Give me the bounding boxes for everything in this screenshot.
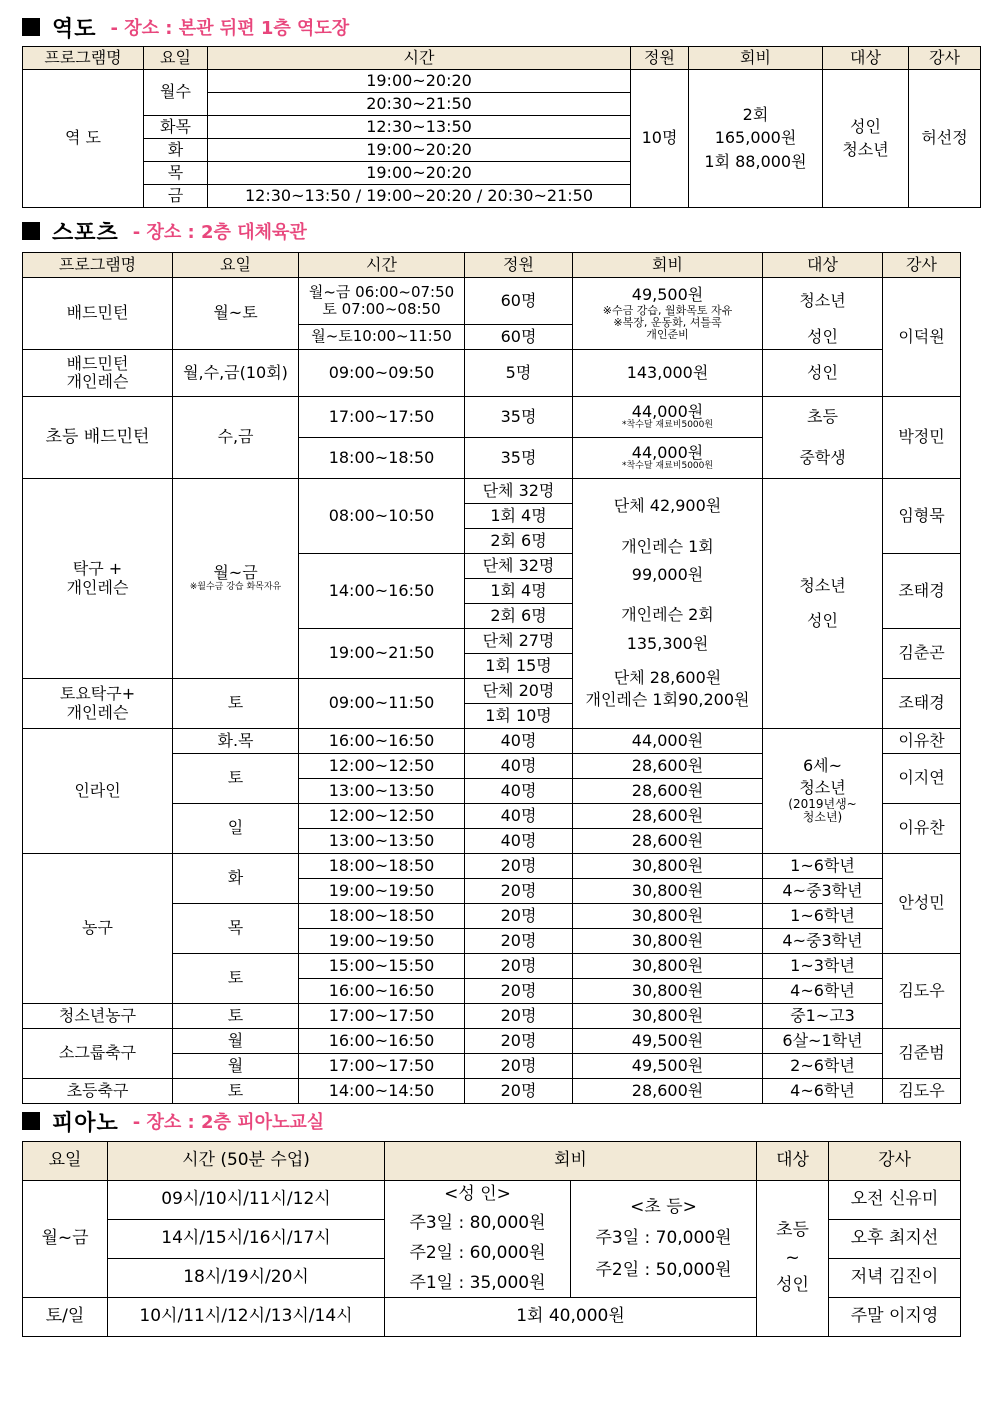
- fee-cell: 49,500원: [573, 1029, 763, 1054]
- table-row: [23, 70, 981, 93]
- target-cell: 6살~1학년: [763, 1029, 883, 1054]
- program-cell: [23, 350, 173, 397]
- header-day: 요일: [173, 253, 299, 278]
- table-row: [23, 1029, 961, 1054]
- fee-group-title: <초 등>: [630, 1196, 697, 1217]
- target-cell: 4~중3학년: [763, 929, 883, 954]
- time-cell: 12:30~13:50 / 19:00~20:20 / 20:30~21:50: [208, 185, 631, 208]
- fee-cell: 30,800원: [573, 854, 763, 879]
- instructor-cell: 오전 신유미: [829, 1181, 961, 1220]
- day-cell: 목: [144, 162, 208, 185]
- header-program: 프로그램명: [23, 47, 144, 70]
- target-line: 청소년: [842, 140, 889, 159]
- capacity-cell: 1회 15명: [465, 654, 573, 679]
- target-cell: [763, 479, 883, 729]
- fee-cell: 28,600원: [573, 1079, 763, 1104]
- day-cell: 목: [173, 904, 299, 954]
- instructor-cell: 허선정: [909, 70, 981, 208]
- fee-group-title: <성 인>: [444, 1183, 511, 1204]
- day-cell: 수,금: [173, 397, 299, 479]
- day-cell: 월수: [144, 70, 208, 116]
- capacity-cell: 20명: [465, 879, 573, 904]
- time-cell: 14:00~14:50: [299, 1079, 465, 1104]
- fee-line: 165,000원: [714, 128, 797, 148]
- header-fee: 회비: [573, 253, 763, 278]
- time-line: 월~금 06:00~07:50: [308, 282, 455, 301]
- instructor-cell: 이유찬: [883, 729, 961, 754]
- fee-line: 2회: [742, 104, 769, 124]
- time-cell: 19:00~19:50: [299, 879, 465, 904]
- day-cell: 토: [173, 954, 299, 1004]
- capacity-cell: 단체 32명: [465, 479, 573, 504]
- day-cell: 월~토: [173, 278, 299, 350]
- time-cell: 12:30~13:50: [208, 116, 631, 139]
- capacity-cell: 60명: [465, 278, 573, 325]
- fee-line: 주3일 : 80,000원: [409, 1213, 546, 1234]
- day-cell: 토: [173, 679, 299, 729]
- capacity-cell: 2회 6명: [465, 604, 573, 629]
- square-bullet-icon: [22, 222, 40, 240]
- header-target: 대상: [823, 47, 909, 70]
- capacity-cell: 40명: [465, 754, 573, 779]
- fee-amount: 44,000원: [631, 442, 704, 462]
- capacity-cell: 40명: [465, 779, 573, 804]
- capacity-cell: 1회 10명: [465, 704, 573, 729]
- section-title-text: 역도: [52, 16, 97, 42]
- fee-line: 주1일 : 35,000원: [409, 1272, 546, 1293]
- program-cell: 역 도: [23, 70, 144, 208]
- fee-note: *착수달 재료비5000원: [621, 420, 714, 431]
- fee-cell: [573, 438, 763, 479]
- section-sports-title: [22, 214, 307, 248]
- table-row: [23, 350, 961, 397]
- table-row: [23, 1181, 961, 1220]
- header-target: 대상: [763, 253, 883, 278]
- header-instructor: 강사: [829, 1142, 961, 1181]
- target-line: ~: [785, 1247, 800, 1268]
- instructor-cell: 이덕원: [883, 278, 961, 397]
- header-instructor: 강사: [883, 253, 961, 278]
- target-line: 6세~: [802, 755, 843, 775]
- time-cell: 18:00~18:50: [299, 904, 465, 929]
- time-cell: 20:30~21:50: [208, 93, 631, 116]
- header-time: 시간: [208, 47, 631, 70]
- instructor-cell: 김도우: [883, 1079, 961, 1104]
- day-cell: 화.목: [173, 729, 299, 754]
- target-cell: 1~6학년: [763, 854, 883, 879]
- day-cell: [173, 479, 299, 679]
- target-cell: [763, 729, 883, 854]
- day-cell: 월: [173, 1054, 299, 1079]
- header-capacity: 정원: [465, 253, 573, 278]
- fee-cell: 49,500원: [573, 1054, 763, 1079]
- time-line: 토 07:00~08:50: [322, 300, 441, 318]
- capacity-cell: 20명: [465, 854, 573, 879]
- fee-cell: 1회 40,000원: [385, 1298, 757, 1337]
- target-cell: 초등: [763, 397, 883, 438]
- target-line: 성인: [850, 116, 881, 136]
- header-day: 요일: [23, 1142, 108, 1181]
- fee-cell: [573, 479, 763, 729]
- fee-cell: [573, 278, 763, 350]
- instructor-cell: 주말 이지영: [829, 1298, 961, 1337]
- capacity-cell: 20명: [465, 1079, 573, 1104]
- fee-cell: 30,800원: [573, 904, 763, 929]
- fee-cell: 28,600원: [573, 779, 763, 804]
- time-cell: 17:00~17:50: [299, 397, 465, 438]
- time-cell: 19:00~20:20: [208, 162, 631, 185]
- program-cell: 청소년농구: [23, 1004, 173, 1029]
- instructor-cell: 안성민: [883, 854, 961, 954]
- capacity-cell: 2회 6명: [465, 529, 573, 554]
- capacity-cell: 단체 20명: [465, 679, 573, 704]
- fee-cell: 143,000원: [573, 350, 763, 397]
- fee-note: ※복장, 운동화, 셔틀콕: [613, 315, 722, 329]
- target-cell: 성인: [763, 350, 883, 397]
- fee-line: 단체 28,600원: [613, 668, 722, 688]
- capacity-cell: 단체 32명: [465, 554, 573, 579]
- table-row: [23, 1079, 961, 1104]
- fee-cell: 28,600원: [573, 829, 763, 854]
- fee-note: 개인준비: [646, 327, 689, 341]
- capacity-cell: 35명: [465, 438, 573, 479]
- header-time: 시간 (50분 수업): [108, 1142, 385, 1181]
- time-cell: 18:00~18:50: [299, 438, 465, 479]
- time-cell: 12:00~12:50: [299, 804, 465, 829]
- target-cell: 4~중3학년: [763, 879, 883, 904]
- fee-cell: 30,800원: [573, 954, 763, 979]
- time-cell: 14:00~16:50: [299, 554, 465, 629]
- capacity-cell: 20명: [465, 1054, 573, 1079]
- program-cell: 소그룹축구: [23, 1029, 173, 1079]
- target-cell: 1~3학년: [763, 954, 883, 979]
- target-line: 초등: [776, 1220, 809, 1241]
- day-note: ※월수금 강습 화목자유: [189, 581, 282, 592]
- target-line: 청소년: [799, 576, 846, 596]
- capacity-cell: 1회 4명: [465, 504, 573, 529]
- instructor-cell: 임형묵: [883, 479, 961, 554]
- program-cell: 인라인: [23, 729, 173, 854]
- time-cell: 16:00~16:50: [299, 729, 465, 754]
- target-note: 청소년): [802, 810, 843, 825]
- instructor-cell: 조태경: [883, 679, 961, 729]
- piano-table: [22, 1141, 961, 1337]
- program-cell: 초등 배드민턴: [23, 397, 173, 479]
- day-cell: 토: [173, 1004, 299, 1029]
- day-cell: 금: [144, 185, 208, 208]
- time-cell: 17:00~17:50: [299, 1054, 465, 1079]
- target-cell: 성인: [763, 325, 883, 350]
- day-cell: 월: [173, 1029, 299, 1054]
- capacity-cell: 10명: [631, 70, 689, 208]
- time-cell: 10시/11시/12시/13시/14시: [108, 1298, 385, 1337]
- program-cell: 배드민턴: [23, 278, 173, 350]
- time-cell: 18:00~18:50: [299, 854, 465, 879]
- instructor-cell: 저녁 김진이: [829, 1259, 961, 1298]
- table-row: [23, 1004, 961, 1029]
- time-cell: [299, 278, 465, 325]
- target-note: (2019년생~: [788, 796, 857, 811]
- fee-line: 1회 88,000원: [704, 151, 807, 171]
- fee-line: 주2일 : 50,000원: [595, 1259, 732, 1280]
- day-cell: 토: [173, 754, 299, 804]
- header-fee: 회비: [385, 1142, 757, 1181]
- section-title-text: 스포츠: [52, 220, 119, 246]
- instructor-cell: 김도우: [883, 954, 961, 1029]
- capacity-cell: 20명: [465, 904, 573, 929]
- time-cell: 월~토10:00~11:50: [299, 325, 465, 350]
- capacity-cell: 5명: [465, 350, 573, 397]
- target-line: 성인: [807, 610, 838, 630]
- section-location: - 장소 : 본관 뒤편 1층 역도장: [110, 18, 350, 39]
- target-cell: [823, 70, 909, 208]
- fee-cell: [689, 70, 823, 208]
- program-line: 탁구 +: [72, 559, 123, 579]
- fee-line: 주2일 : 60,000원: [409, 1243, 546, 1263]
- time-cell: 19:00~20:20: [208, 139, 631, 162]
- day-cell: 월~금: [23, 1181, 108, 1298]
- program-line: 토요탁구+: [59, 684, 136, 704]
- capacity-cell: 40명: [465, 729, 573, 754]
- header-fee: 회비: [689, 47, 823, 70]
- day-cell: 화: [144, 139, 208, 162]
- table-row: [23, 854, 961, 879]
- table-row: [23, 479, 961, 504]
- target-line: 청소년: [799, 778, 846, 798]
- sports-table: [22, 252, 961, 1104]
- capacity-cell: 1회 4명: [465, 579, 573, 604]
- capacity-cell: 20명: [465, 1004, 573, 1029]
- day-cell: 토/일: [23, 1298, 108, 1337]
- day-cell: 화목: [144, 116, 208, 139]
- table-header-row: [23, 47, 981, 70]
- instructor-cell: 김춘곤: [883, 629, 961, 679]
- header-day: 요일: [144, 47, 208, 70]
- elem-fee-cell: [571, 1181, 757, 1298]
- time-cell: 16:00~16:50: [299, 1029, 465, 1054]
- program-cell: [23, 679, 173, 729]
- target-cell: 청소년: [763, 278, 883, 325]
- time-cell: 08:00~10:50: [299, 479, 465, 554]
- program-cell: [23, 479, 173, 679]
- target-cell: [757, 1181, 829, 1337]
- fee-amount: 49,500원: [631, 285, 704, 305]
- table-row: [23, 397, 961, 438]
- square-bullet-icon: [22, 18, 40, 36]
- capacity-cell: 35명: [465, 397, 573, 438]
- header-instructor: 강사: [909, 47, 981, 70]
- section-piano-title: [22, 1104, 324, 1138]
- capacity-cell: 20명: [465, 1029, 573, 1054]
- square-bullet-icon: [22, 1112, 40, 1130]
- fee-cell: 28,600원: [573, 804, 763, 829]
- capacity-cell: 단체 27명: [465, 629, 573, 654]
- fee-cell: [573, 397, 763, 438]
- table-row: [23, 278, 961, 325]
- fee-cell: 44,000원: [573, 729, 763, 754]
- target-cell: 중학생: [763, 438, 883, 479]
- fee-note: *착수달 재료비5000원: [621, 461, 714, 472]
- capacity-cell: 20명: [465, 929, 573, 954]
- time-cell: 13:00~13:50: [299, 779, 465, 804]
- fee-amount: 44,000원: [631, 401, 704, 421]
- time-cell: 13:00~13:50: [299, 829, 465, 854]
- capacity-cell: 40명: [465, 829, 573, 854]
- instructor-cell: 이지연: [883, 754, 961, 804]
- fee-cell: 30,800원: [573, 929, 763, 954]
- header-target: 대상: [757, 1142, 829, 1181]
- table-header-row: [23, 1142, 961, 1181]
- fee-line: 99,000원: [631, 564, 704, 584]
- time-cell: 16:00~16:50: [299, 979, 465, 1004]
- day-cell: 토: [173, 1079, 299, 1104]
- table-row: [23, 729, 961, 754]
- instructor-cell: 이유찬: [883, 804, 961, 854]
- target-cell: 4~6학년: [763, 1079, 883, 1104]
- program-line: 개인레슨: [66, 372, 129, 391]
- fee-line: 개인레슨 1회90,200원: [585, 690, 750, 710]
- fee-cell: 30,800원: [573, 979, 763, 1004]
- capacity-cell: 20명: [465, 979, 573, 1004]
- section-location: - 장소 : 2층 대체육관: [132, 222, 307, 243]
- day-text: 월~금: [213, 563, 258, 583]
- fee-line: 개인레슨 1회: [621, 536, 714, 556]
- yeokdo-table: [22, 46, 981, 208]
- instructor-cell: 김준범: [883, 1029, 961, 1079]
- fee-line: 135,300원: [626, 633, 709, 653]
- target-cell: 1~6학년: [763, 904, 883, 929]
- time-cell: 09:00~09:50: [299, 350, 465, 397]
- day-cell: 월,수,금(10회): [173, 350, 299, 397]
- time-cell: 14시/15시/16시/17시: [108, 1220, 385, 1259]
- time-cell: 18시/19시/20시: [108, 1259, 385, 1298]
- time-cell: 19:00~21:50: [299, 629, 465, 679]
- time-cell: 09시/10시/11시/12시: [108, 1181, 385, 1220]
- program-cell: 농구: [23, 854, 173, 1004]
- fee-cell: 30,800원: [573, 879, 763, 904]
- fee-line: 단체 42,900원: [613, 496, 722, 516]
- program-cell: 초등축구: [23, 1079, 173, 1104]
- fee-note: ※수금 강습, 월화목토 자유: [602, 303, 733, 317]
- time-cell: 17:00~17:50: [299, 1004, 465, 1029]
- time-cell: 19:00~19:50: [299, 929, 465, 954]
- fee-line: 개인레슨 2회: [621, 605, 714, 625]
- section-title-text: 피아노: [52, 1110, 119, 1136]
- program-line: 배드민턴: [66, 353, 129, 373]
- header-capacity: 정원: [631, 47, 689, 70]
- section-location: - 장소 : 2층 피아노교실: [132, 1112, 325, 1133]
- table-header-row: [23, 253, 961, 278]
- program-line: 개인레슨: [66, 702, 129, 722]
- time-cell: 15:00~15:50: [299, 954, 465, 979]
- time-cell: 09:00~11:50: [299, 679, 465, 729]
- header-time: 시간: [299, 253, 465, 278]
- target-cell: 2~6학년: [763, 1054, 883, 1079]
- time-cell: 19:00~20:20: [208, 70, 631, 93]
- fee-cell: 28,600원: [573, 754, 763, 779]
- instructor-cell: 박정민: [883, 397, 961, 479]
- target-cell: 4~6학년: [763, 979, 883, 1004]
- target-cell: 중1~고3: [763, 1004, 883, 1029]
- capacity-cell: 60명: [465, 325, 573, 350]
- day-cell: 화: [173, 854, 299, 904]
- capacity-cell: 20명: [465, 954, 573, 979]
- header-program: 프로그램명: [23, 253, 173, 278]
- day-cell: 일: [173, 804, 299, 854]
- time-cell: 12:00~12:50: [299, 754, 465, 779]
- adult-fee-cell: [385, 1181, 571, 1298]
- fee-line: 주3일 : 70,000원: [595, 1228, 732, 1249]
- instructor-cell: 조태경: [883, 554, 961, 629]
- program-line: 개인레슨: [66, 577, 129, 597]
- target-line: 성인: [776, 1275, 809, 1296]
- capacity-cell: 40명: [465, 804, 573, 829]
- section-yeokdo-title: [22, 10, 349, 44]
- instructor-cell: 오후 최지선: [829, 1220, 961, 1259]
- fee-cell: 30,800원: [573, 1004, 763, 1029]
